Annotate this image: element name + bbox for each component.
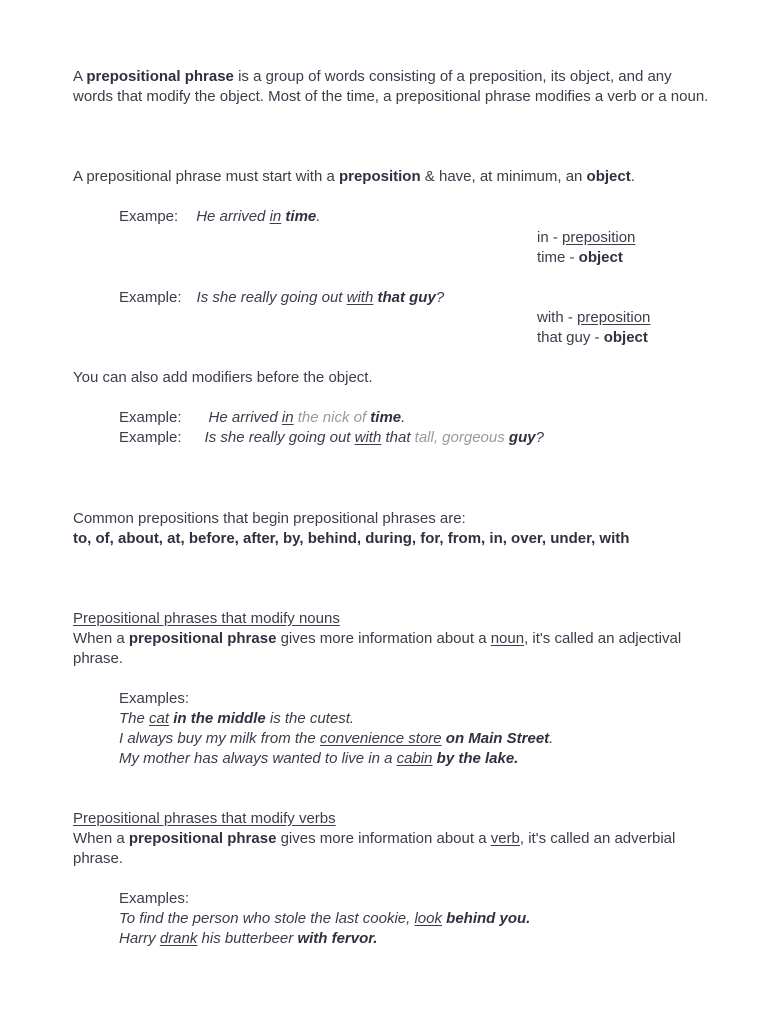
nouns-paragraph <box>73 629 713 669</box>
modified-verb: look <box>414 910 442 927</box>
verb-example-1 <box>119 909 530 929</box>
modifier-words: tall, gorgeous <box>414 429 509 446</box>
example-label: Example: <box>119 289 182 306</box>
noun-example-3 <box>119 749 518 769</box>
term-prepositional-phrase: prepositional phrase <box>128 630 277 647</box>
term-verb: verb <box>490 830 520 847</box>
preposition-word: in <box>281 409 294 426</box>
text: The <box>119 710 150 727</box>
example-2-note-preposition <box>537 308 650 328</box>
text: object <box>603 329 648 346</box>
text: in - <box>537 229 563 246</box>
object-word: time <box>370 409 402 426</box>
example-1-note-preposition <box>537 228 635 248</box>
preposition-word: in <box>269 208 282 225</box>
nouns-examples-label: Examples: <box>119 690 190 707</box>
object-word: that guy <box>377 289 436 306</box>
text: preposition <box>562 229 636 246</box>
text: . <box>549 730 554 747</box>
object-word: time <box>285 208 317 225</box>
heading-text: Prepositional phrases that modify nouns <box>73 610 340 627</box>
text: He arrived <box>208 409 282 426</box>
modifier-words: the nick of <box>293 409 371 426</box>
modified-noun: cat <box>149 710 170 727</box>
text: object <box>578 249 623 266</box>
modified-noun: convenience store <box>319 730 442 747</box>
common-prepositions-intro: Common prepositions that begin prepositional phrases are: <box>73 510 466 527</box>
text: . <box>401 409 406 426</box>
text: preposition <box>577 309 651 326</box>
phrase: on Main Street <box>441 730 550 747</box>
text: is the cutest. <box>265 710 355 727</box>
example-2 <box>119 288 444 308</box>
text: He arrived <box>196 208 270 225</box>
text: ? <box>435 289 445 306</box>
phrase: in the middle <box>169 710 266 727</box>
section-heading-verbs <box>73 809 713 829</box>
example-label: Example: <box>119 409 182 426</box>
text: , it's called an adjectival phrase. <box>73 630 682 667</box>
term-preposition: preposition <box>338 168 421 185</box>
verb-example-2 <box>119 929 377 949</box>
text: I always buy my milk from the <box>119 730 320 747</box>
definition-paragraph <box>73 67 713 107</box>
example-2-note-object <box>537 328 648 348</box>
phrase: with fervor. <box>297 930 378 947</box>
text: Is she really going out <box>204 429 355 446</box>
common-prepositions-list: to, of, about, at, before, after, by, behind, during, for, from, in, over, under, with <box>73 530 630 547</box>
preposition-word: with <box>354 429 382 446</box>
phrase: behind you. <box>442 910 531 927</box>
noun-example-2 <box>119 729 553 749</box>
text: To find the person who stole the last cookie, <box>119 910 415 927</box>
text: that guy - <box>537 329 604 346</box>
text: A <box>73 68 87 85</box>
rule-paragraph <box>73 167 713 187</box>
text: gives more information about a <box>276 830 491 847</box>
example-label: Example: <box>119 429 182 446</box>
text: with - <box>537 309 578 326</box>
modifier-example-1 <box>119 408 405 428</box>
modified-noun: cabin <box>396 750 433 767</box>
example-label: Exampe: <box>119 208 179 225</box>
modifiers-intro: You can also add modifiers before the object. <box>73 369 373 386</box>
text: When a <box>73 830 129 847</box>
verbs-paragraph <box>73 829 713 869</box>
object-word: guy <box>508 429 536 446</box>
verbs-examples-label: Examples: <box>119 890 190 907</box>
noun-example-1 <box>119 709 354 729</box>
modifier-example-2 <box>119 428 544 448</box>
text: that <box>381 429 415 446</box>
text: . <box>316 208 321 225</box>
text: , it's called an adverbial phrase. <box>73 830 676 867</box>
text: is a group of words consisting of a preposition, its object, and any words that modify the object. Most of the time, a prepositional phrase modifies a verb or a noun. <box>73 68 709 105</box>
term-object: object <box>586 168 631 185</box>
heading-text: Prepositional phrases that modify verbs <box>73 810 336 827</box>
term-prepositional-phrase: prepositional phrase <box>86 68 234 85</box>
text: Is she really going out <box>196 289 347 306</box>
example-1 <box>119 207 320 227</box>
text: gives more information about a <box>276 630 491 647</box>
text: his butterbeer <box>197 930 298 947</box>
text: A prepositional phrase must start with a <box>73 168 339 185</box>
preposition-word: with <box>346 289 374 306</box>
text: . <box>630 168 635 185</box>
text: & have, at minimum, an <box>420 168 587 185</box>
text: My mother has always wanted to live in a <box>119 750 397 767</box>
text: time - <box>537 249 579 266</box>
text: When a <box>73 630 129 647</box>
term-noun: noun <box>490 630 525 647</box>
term-prepositional-phrase: prepositional phrase <box>128 830 277 847</box>
section-heading-nouns <box>73 609 713 629</box>
text: ? <box>535 429 544 446</box>
text: Harry <box>119 930 160 947</box>
modified-verb: drank <box>159 930 198 947</box>
phrase: by the lake. <box>432 750 519 767</box>
example-1-note-object <box>537 248 623 268</box>
